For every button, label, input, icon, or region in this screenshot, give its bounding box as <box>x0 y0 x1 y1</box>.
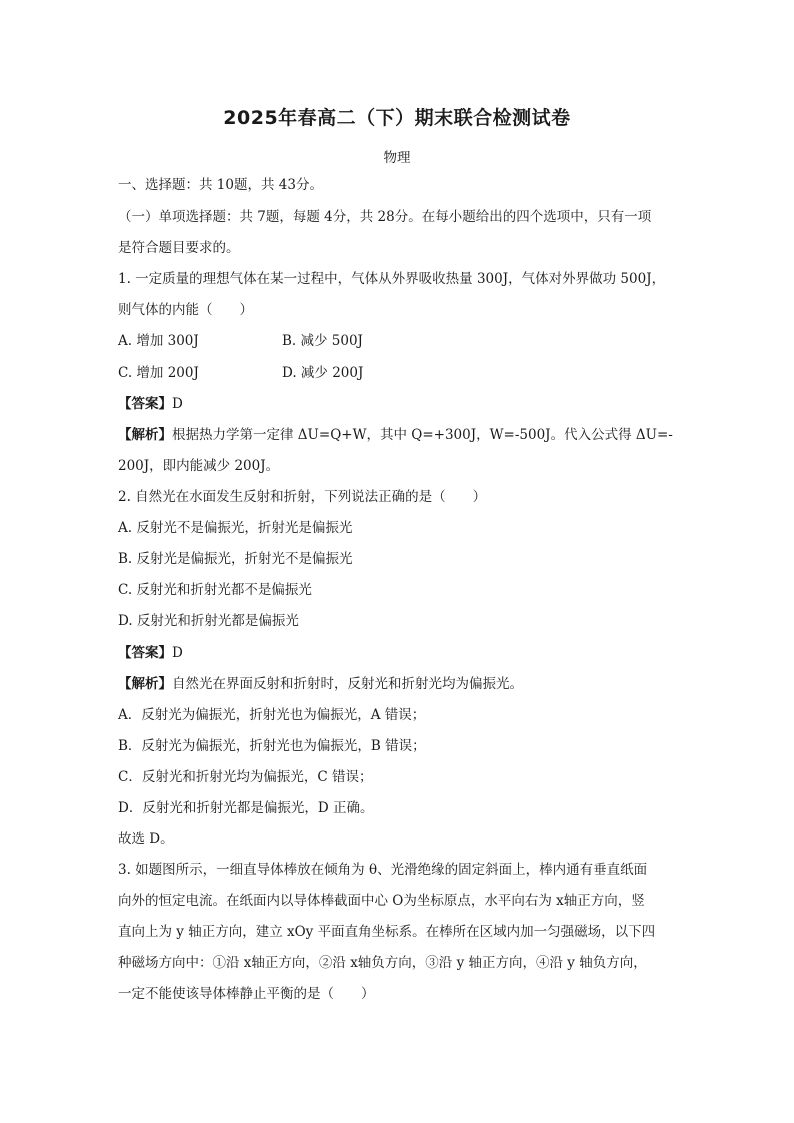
q2-analysis-d: D．反射光和折射光都是偏振光，D 正确。 <box>118 800 374 816</box>
answer-value: D <box>172 645 183 661</box>
q1-option-c: C. 增加 200J <box>118 365 199 381</box>
exam-title: 2025年春高二（下）期末联合检测试卷 <box>223 107 571 129</box>
q3-stem-line-4: 种磁场方向中：①沿 x轴正方向，②沿 x轴负方向，③沿 y 轴正方向，④沿 y 轴负方向， <box>118 955 647 971</box>
sub-heading-line-2: 是符合题目要求的。 <box>118 240 240 256</box>
q1-analysis-line-2: 200J，即内能减少 200J。 <box>118 458 280 474</box>
answer-label: 【答案】 <box>118 645 172 661</box>
section-heading: 一、选择题：共 10题，共 43分。 <box>118 177 323 193</box>
q3-stem-line-3: 直向上为 y 轴正方向，建立 xOy 平面直角坐标系。在棒所在区域内加一匀强磁场，以下四 <box>118 924 656 940</box>
q3-stem-line-5: 一定不能使该导体棒静止平衡的是（ ） <box>118 986 375 1002</box>
q2-answer <box>118 644 678 662</box>
q3-stem-line-2: 向外的恒定电流。在纸面内以导体棒截面中心 O为坐标原点，水平向右为 x轴正方向，竖 <box>118 893 645 909</box>
q2-option-a: A. 反射光不是偏振光，折射光是偏振光 <box>118 520 353 536</box>
q1-option-b: B. 减少 500J <box>282 333 363 349</box>
q1-option-d: D. 减少 200J <box>282 365 364 381</box>
analysis-label: 【解析】 <box>118 676 172 692</box>
q2-option-d: D. 反射光和折射光都是偏振光 <box>118 613 299 629</box>
q2-analysis-a: A．反射光为偏振光，折射光也为偏振光，A 错误； <box>118 707 426 723</box>
q2-analysis <box>118 675 678 693</box>
q2-analysis-c: C．反射光和折射光均为偏振光，C 错误； <box>118 769 373 785</box>
q2-option-b: B. 反射光是偏振光，折射光不是偏振光 <box>118 551 353 567</box>
q1-option-a: A. 增加 300J <box>118 333 199 349</box>
q3-stem-line-1: 3. 如题图所示，一细直导体棒放在倾角为 θ、光滑绝缘的固定斜面上，棒内通有垂直纸面 <box>118 862 648 878</box>
q2-analysis-b: B．反射光为偏振光，折射光也为偏振光，B 错误； <box>118 738 426 754</box>
answer-label: 【答案】 <box>118 396 172 412</box>
answer-value: D <box>172 396 183 412</box>
q1-answer <box>118 395 678 413</box>
analysis-text: 根据热力学第一定律 ΔU=Q+W，其中 Q=+300J，W=-500J。代入公式得 ΔU=- <box>172 427 673 443</box>
q2-conclusion: 故选 D。 <box>118 831 174 847</box>
q2-stem: 2. 自然光在水面发生反射和折射，下列说法正确的是（ ） <box>118 489 487 505</box>
q1-stem-line-1: 1. 一定质量的理想气体在某一过程中，气体从外界吸收热量 300J，气体对外界做功 500J， <box>118 271 666 287</box>
analysis-text: 自然光在界面反射和折射时，反射光和折射光均为偏振光。 <box>172 676 523 692</box>
exam-subject: 物理 <box>383 150 411 166</box>
q2-option-c: C. 反射光和折射光都不是偏振光 <box>118 582 312 598</box>
sub-heading-line-1: （一）单项选择题：共 7题，每题 4分，共 28分。在每小题给出的四个选项中，只有一项 <box>118 209 652 225</box>
q1-analysis-line-1 <box>118 426 678 444</box>
q1-stem-line-2: 则气体的内能（ ） <box>118 302 253 318</box>
analysis-label: 【解析】 <box>118 427 172 443</box>
